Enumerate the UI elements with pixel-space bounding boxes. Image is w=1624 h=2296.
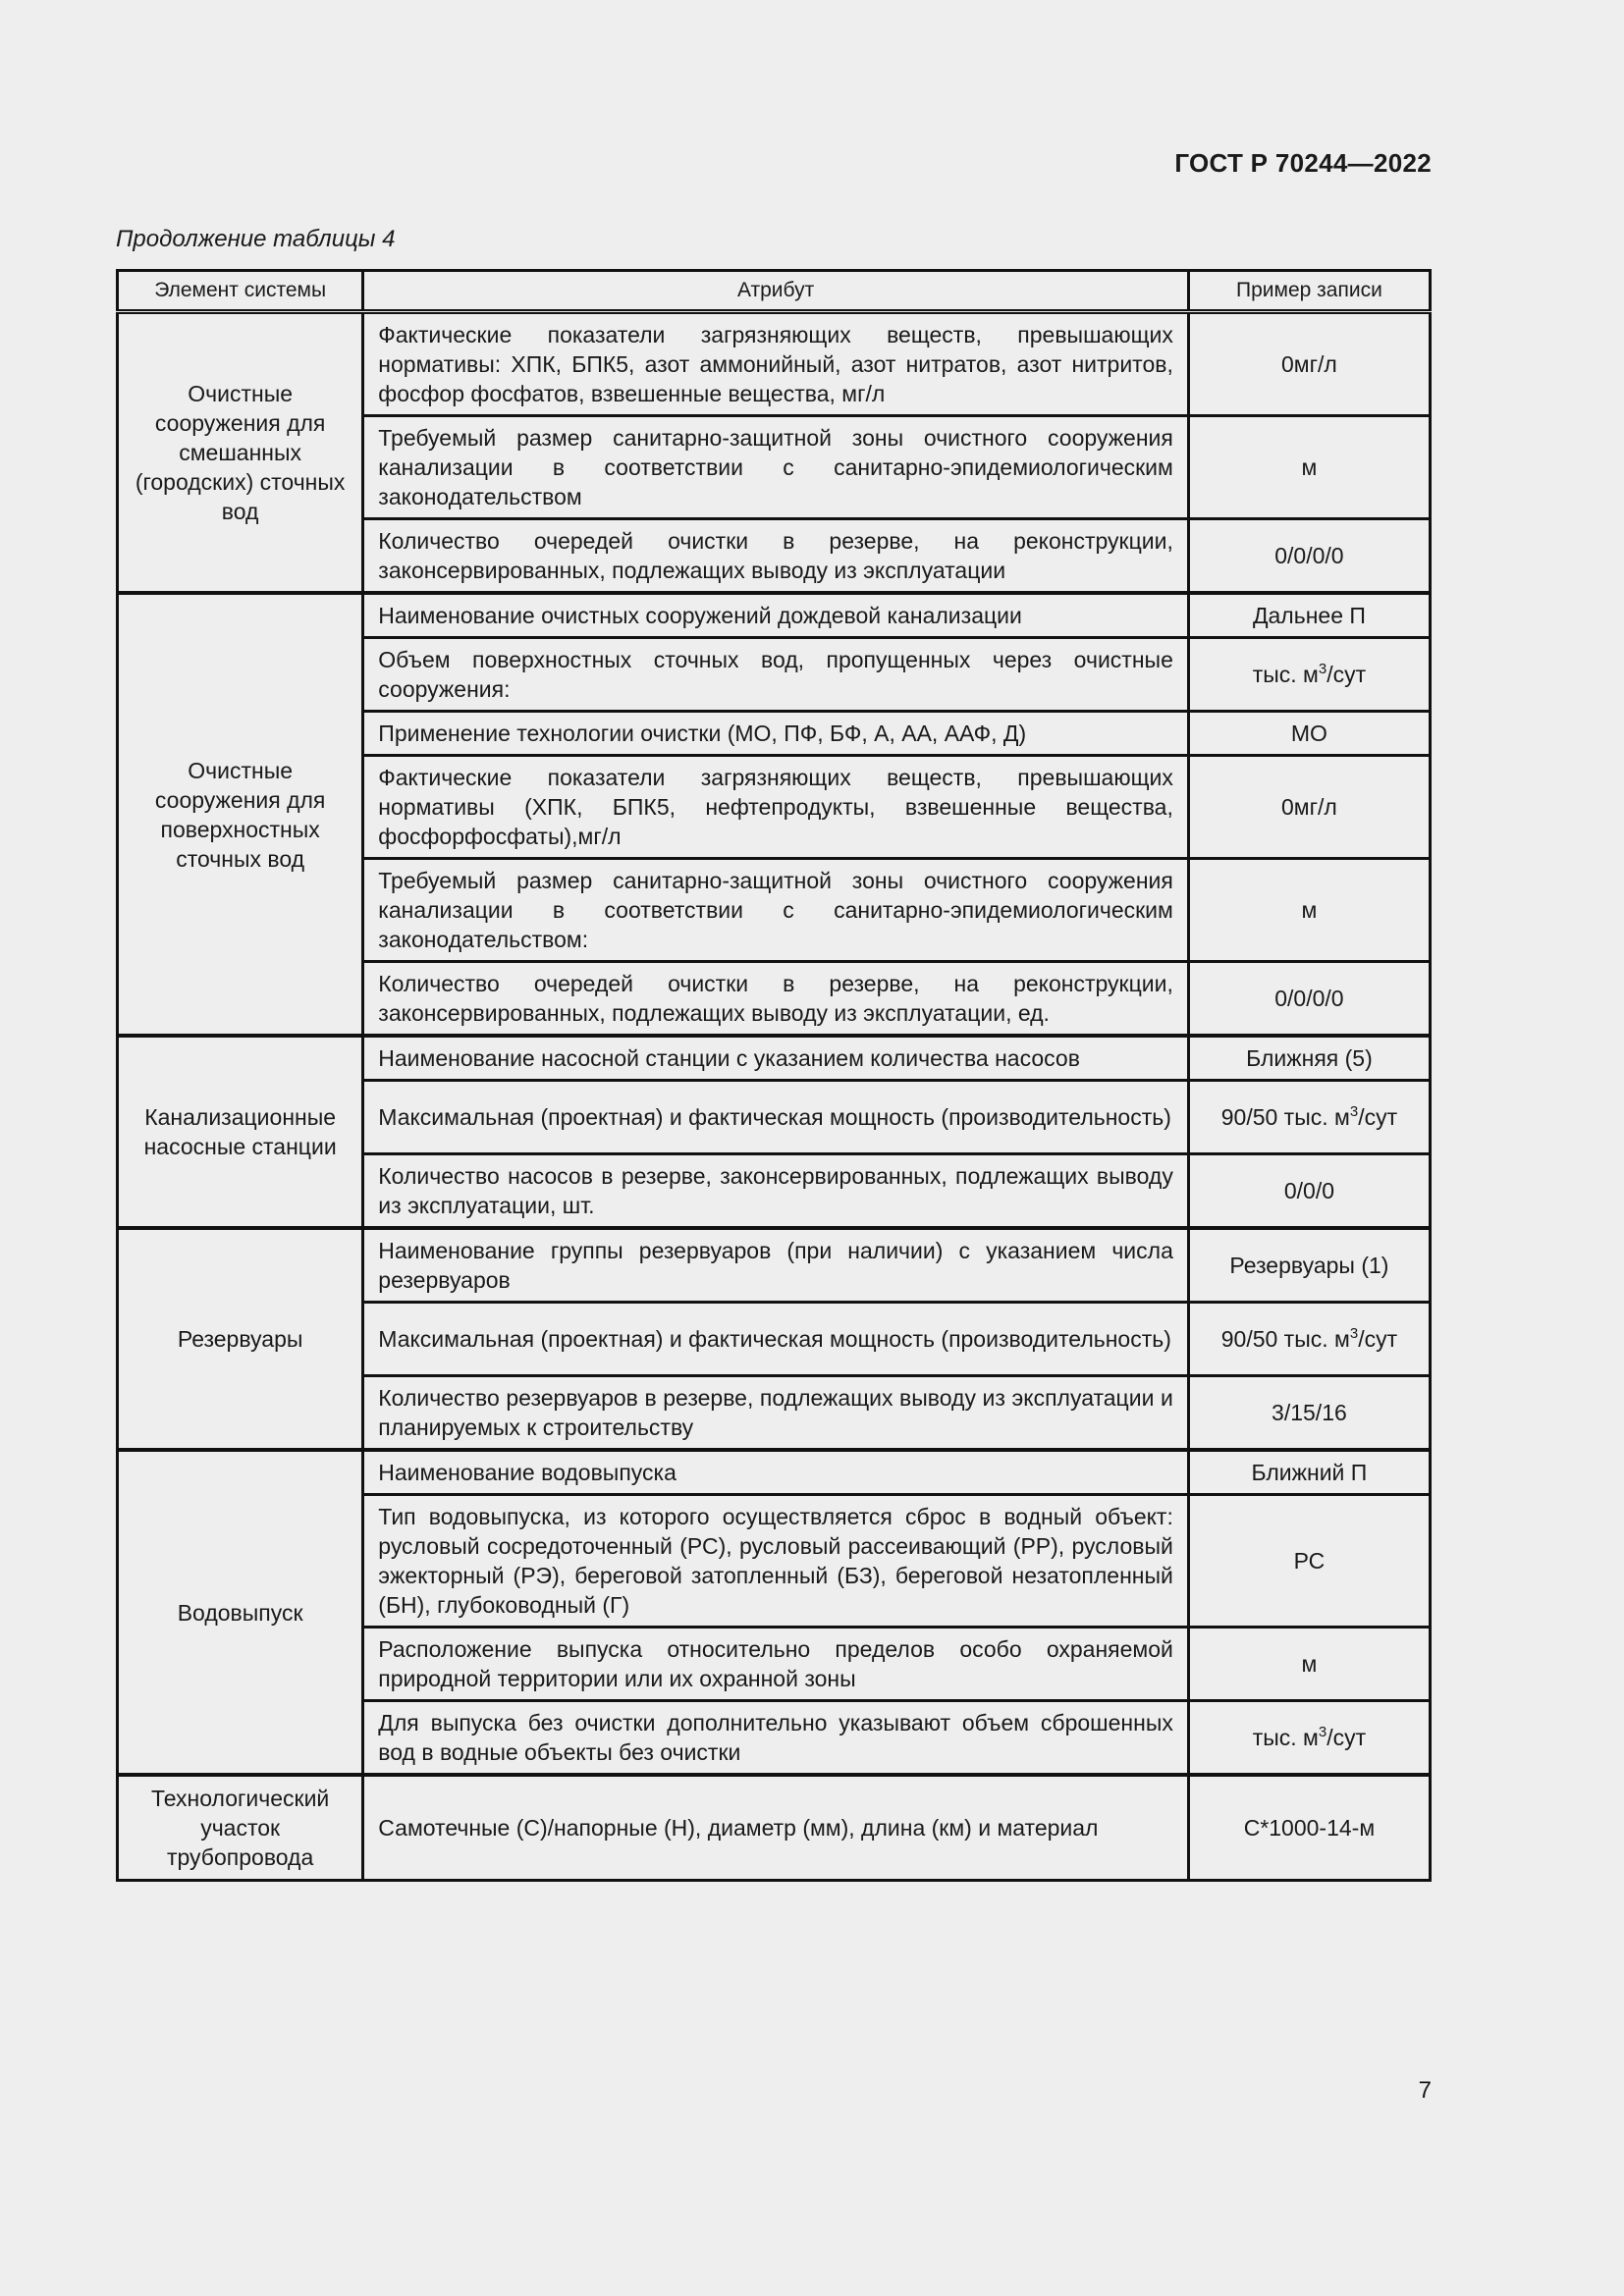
- example-text: тыс. м: [1252, 662, 1319, 687]
- attribute-cell: Фактические показатели загрязняющих веществ, превышающих нормативы (ХПК, БПК5, нефтепродукты, взвешенные вещества, фосфорфосфаты),мг/л: [363, 756, 1189, 859]
- attribute-cell: Наименование очистных сооружений дождевой канализации: [363, 593, 1189, 638]
- table-header-row: [118, 271, 1431, 312]
- example-text: /сут: [1326, 1725, 1367, 1750]
- example-cell: Резервуары (1): [1188, 1228, 1430, 1303]
- attribute-cell: Расположение выпуска относительно пределов особо охраняемой природной территории или их охранной зоны: [363, 1628, 1189, 1701]
- attribute-cell: Самотечные (С)/напорные (Н), диаметр (мм), длина (км) и материал: [363, 1775, 1189, 1881]
- table-row: [118, 1228, 1431, 1303]
- attribute-cell: Наименование водовыпуска: [363, 1450, 1189, 1495]
- table-row: [118, 593, 1431, 638]
- attribute-cell: Объем поверхностных сточных вод, пропущенных через очистные сооружения:: [363, 638, 1189, 712]
- table-row: [118, 312, 1431, 416]
- attribute-cell: Тип водовыпуска, из которого осуществляется сброс в водный объект: русловый сосредоточенный (РС), русловый рассеивающий (РР), русловый эжекторный (РЭ), береговой затопленный (БЗ), береговой незатопленный (БН), глубоководный (Г): [363, 1495, 1189, 1628]
- example-cell: м: [1188, 1628, 1430, 1701]
- example-cell: 0мг/л: [1188, 756, 1430, 859]
- example-cell: МО: [1188, 712, 1430, 756]
- example-cell: [1188, 1303, 1430, 1376]
- example-cell: м: [1188, 859, 1430, 962]
- system-element-cell: Очистные сооружения для смешанных (городских) сточных вод: [118, 312, 363, 594]
- attribute-cell: Максимальная (проектная) и фактическая мощность (производительность): [363, 1303, 1189, 1376]
- standard-designation: ГОСТ Р 70244—2022: [1174, 148, 1432, 178]
- example-text: /сут: [1358, 1104, 1398, 1130]
- attribute-cell: Количество очередей очистки в резерве, на реконструкции, законсервированных, подлежащих выводу из эксплуатации: [363, 519, 1189, 594]
- attribute-cell: Применение технологии очистки (МО, ПФ, БФ, А, АА, ААФ, Д): [363, 712, 1189, 756]
- example-text: /сут: [1358, 1326, 1398, 1352]
- table-row: [118, 1450, 1431, 1495]
- example-cell: [1188, 1081, 1430, 1154]
- attribute-cell: Требуемый размер санитарно-защитной зоны очистного сооружения канализации в соответствии с санитарно-эпидемиологическим законодательством: [363, 416, 1189, 519]
- example-cell: [1188, 638, 1430, 712]
- example-cell: Ближний П: [1188, 1450, 1430, 1495]
- attribute-cell: Требуемый размер санитарно-защитной зоны очистного сооружения канализации в соответствии с санитарно-эпидемиологическим законодательством:: [363, 859, 1189, 962]
- page-number: 7: [1418, 2077, 1432, 2104]
- column-header: Пример записи: [1188, 271, 1430, 312]
- table-row: [118, 1775, 1431, 1881]
- example-cell: 3/15/16: [1188, 1376, 1430, 1451]
- example-text: 90/50 тыс. м: [1220, 1326, 1350, 1352]
- attribute-cell: Для выпуска без очистки дополнительно указывают объем сброшенных вод в водные объекты без очистки: [363, 1701, 1189, 1776]
- system-element-cell: Очистные сооружения для поверхностных сточных вод: [118, 593, 363, 1036]
- column-header: Элемент системы: [118, 271, 363, 312]
- example-cell: 0/0/0: [1188, 1154, 1430, 1229]
- example-text: тыс. м: [1252, 1725, 1319, 1750]
- attribute-cell: Количество резервуаров в резерве, подлежащих выводу из эксплуатации и планируемых к строительству: [363, 1376, 1189, 1451]
- table-caption: Продолжение таблицы 4: [116, 226, 396, 252]
- example-cell: [1188, 1701, 1430, 1776]
- example-text: 90/50 тыс. м: [1220, 1104, 1350, 1130]
- example-cell: 0/0/0/0: [1188, 519, 1430, 594]
- system-element-cell: Водовыпуск: [118, 1450, 363, 1775]
- attribute-cell: Фактические показатели загрязняющих веществ, превышающих нормативы: ХПК, БПК5, азот аммонийный, азот нитратов, азот нитритов, фосфор фосфатов, взвешенные вещества, мг/л: [363, 312, 1189, 416]
- example-cell: Дальнее П: [1188, 593, 1430, 638]
- example-cell: С*1000-14-м: [1188, 1775, 1430, 1881]
- example-cell: 0мг/л: [1188, 312, 1430, 416]
- superscript: 3: [1318, 661, 1327, 677]
- attribute-cell: Количество очередей очистки в резерве, на реконструкции, законсервированных, подлежащих выводу из эксплуатации, ед.: [363, 962, 1189, 1037]
- data-table: [116, 269, 1432, 1882]
- superscript: 3: [1349, 1325, 1359, 1342]
- superscript: 3: [1349, 1103, 1359, 1120]
- attribute-cell: Наименование группы резервуаров (при наличии) с указанием числа резервуаров: [363, 1228, 1189, 1303]
- example-text: /сут: [1326, 662, 1367, 687]
- system-element-cell: Канализационные насосные станции: [118, 1036, 363, 1228]
- example-cell: Ближняя (5): [1188, 1036, 1430, 1081]
- attribute-cell: Наименование насосной станции с указанием количества насосов: [363, 1036, 1189, 1081]
- column-header: Атрибут: [363, 271, 1189, 312]
- table-row: [118, 1036, 1431, 1081]
- example-cell: 0/0/0/0: [1188, 962, 1430, 1037]
- attribute-cell: Количество насосов в резерве, законсервированных, подлежащих выводу из эксплуатации, шт.: [363, 1154, 1189, 1229]
- system-element-cell: Резервуары: [118, 1228, 363, 1450]
- attribute-cell: Максимальная (проектная) и фактическая мощность (производительность): [363, 1081, 1189, 1154]
- example-cell: РС: [1188, 1495, 1430, 1628]
- superscript: 3: [1318, 1724, 1327, 1740]
- system-element-cell: Технологический участок трубопровода: [118, 1775, 363, 1881]
- example-cell: м: [1188, 416, 1430, 519]
